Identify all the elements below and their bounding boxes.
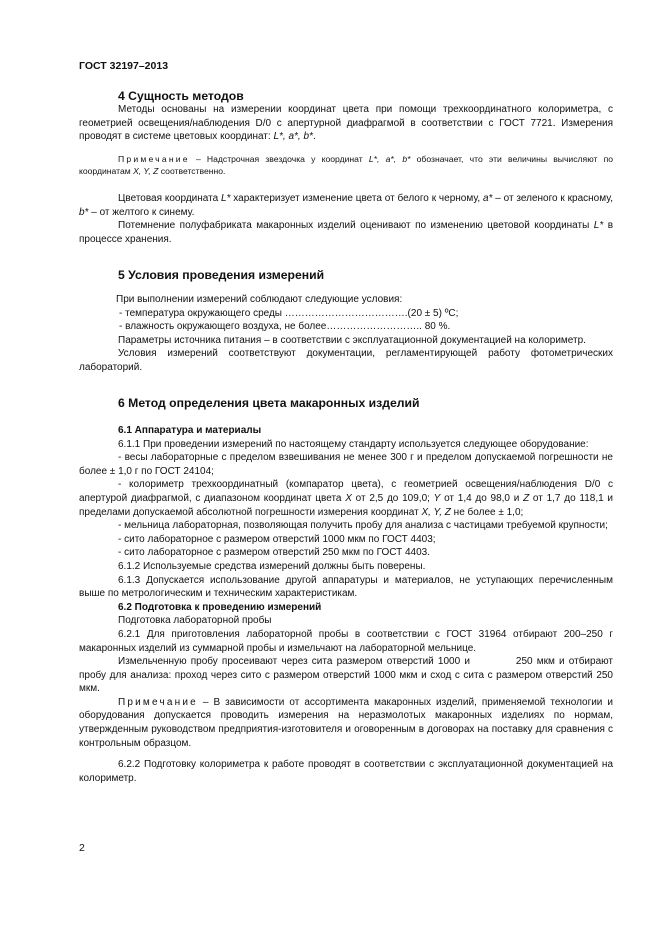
text: от 1,7 до 118,1 и пределами допускаемой абсолютной погрешности измерения координат [79,492,613,518]
text: характеризует изменение цвета от белого к черному, [230,193,483,204]
text: обозначает, что эти величины вычисляют по координатам [79,154,614,176]
text: L* [220,193,231,204]
text: – Надстрочная звездочка у координат [189,154,369,164]
clause-6-1-2: 6.1.2 Используемые средства измерений должны быть поверены. [118,560,426,572]
note-label: Примечание [118,154,190,164]
text: не более ± 1,0; [450,506,524,518]
section-5-paragraph-1: Параметры источника питания – в соответствии с эксплуатационной документацией на колориметр. [118,334,586,346]
text: Z [523,492,530,504]
text: – от зеленого к красному, [492,193,613,204]
subsection-6-1-heading: 6.1 Аппаратура и материалы [118,425,262,436]
text: – от желтого к синему. [88,206,195,218]
document-header: ГОСТ 32197–2013 [79,60,169,72]
text: в процессе хранения. [79,220,614,245]
text: L* [593,220,604,232]
section-5-heading: 5 Условия проведения измерений [118,268,325,282]
condition-humidity: - влажность окружающего воздуха, не более……………………….. 80 %. [119,321,451,333]
section-6-heading: 6 Метод определения цвета макаронных изделий [118,396,420,410]
section-4-paragraph-2 [79,192,613,246]
text: b* [79,206,89,218]
clause-6-1-3: 6.1.3 Допускается использование другой аппаратуры и материалов, не уступающих перечисленным выше по метрологическим и техническим характеристикам. [79,574,613,600]
text: Потемнение полуфабриката макаронных изделий оценивают по изменению цветовой координаты [118,220,594,232]
section-4-paragraph-1 [79,103,613,144]
clause-6-2-1: 6.2.1 Для приготовления лабораторной пробы в соответствии с ГОСТ 31964 отбирают 200–250 г макаронных изделий из суммарной пробы и измельчают на лабораторной мельнице. [79,628,613,654]
equipment-sieve-250: - сито лабораторное с размером отверстий 250 мкм по ГОСТ 4403. [118,547,431,559]
text: 250 мкм и отбирают пробу для анализа: проход через сито с размером отверстий 1000 мкм и сход с сита с размером отверстий 250 мкм. [79,656,614,695]
text: X [345,492,352,504]
section-6-body [79,424,613,785]
text: - колориметр трехкоординатный (компаратор цвета), с геометрией освещения/наблюдения D/0 с апертурой диафрагмой, с диапазоном координат цвета [79,479,613,504]
text: Y [433,492,441,504]
text: a* [482,193,493,204]
condition-temperature: - температура окружающего среды ……………………………….(20 ± 5) ºС; [119,307,459,319]
equipment-scales: - весы лабораторные с пределом взвешивания не менее 300 г и пределом допускаемой погрешности не более ± 1,0 г по ГОСТ 24104; [79,452,613,477]
text: от 2,5 до 109,0; [351,492,434,504]
clause-6-2-2: 6.2.2 Подготовку колориметра к работе проводят в соответствии с эксплуатационной документацией на колориметр. [79,759,613,784]
text: Методы основаны на измерении координат цвета при помощи трехкоординатного колориметра, с геометрией освещения/наблюдения D/0 с апертурной диафрагмой в соответствии с ГОСТ 7721. Измерения проводят в системе цветовых координат: [79,104,613,143]
subsection-6-2-heading: 6.2 Подготовка к проведению измерений [118,601,322,613]
note-label: Примечание [118,696,198,708]
equipment-colorimeter [79,478,613,519]
text: Цветовая координата [118,193,221,204]
text: соответственно. [158,166,226,176]
section-4-note [79,153,613,177]
clause-6-2-1-sieving [79,655,613,696]
text: – В зависимости от ассортимента макаронных изделий, применяемой технологии и оборудования допускается проводить измерения на неразмолотых макаронных изделиях по нормам, утвержденным руководством предприятия-изготовителя и оговоренным в договорах на поставку для сравнения с контрольным образцом. [79,696,613,749]
equipment-mill: - мельница лабораторная, позволяющая получить пробу для анализа с частицами требуемой крупности; [118,520,608,532]
section-5-body [79,293,613,375]
section-5-paragraph-2: Условия измерений соответствуют документации, регламентирующей работу фотометрических лабораторий. [79,348,613,373]
page-number: 2 [79,842,85,854]
note-6-2-1 [79,696,613,750]
text: . [312,131,316,143]
section-5-intro: При выполнении измерений соблюдают следующие условия: [116,294,403,305]
text: от 1,4 до 98,0 и [440,492,524,504]
text: L*, a*, b* [368,154,411,164]
equipment-sieve-1000: - сито лабораторное с размером отверстий 1000 мкм по ГОСТ 4403; [118,533,436,545]
section-4-heading: 4 Сущность методов [118,89,244,103]
text: Измельченную пробу просеивают через сита размером отверстий 1000 и [118,656,470,668]
text: X, Y, Z [421,506,451,518]
text: X, Y, Z [133,166,159,176]
clause-6-1-1: 6.1.1 При проведении измерений по настоящему стандарту используется следующее оборудование: [118,438,589,450]
subsection-6-2-subtitle: Подготовка лабораторной пробы [118,615,272,627]
text: L*, a*, b* [273,131,313,143]
